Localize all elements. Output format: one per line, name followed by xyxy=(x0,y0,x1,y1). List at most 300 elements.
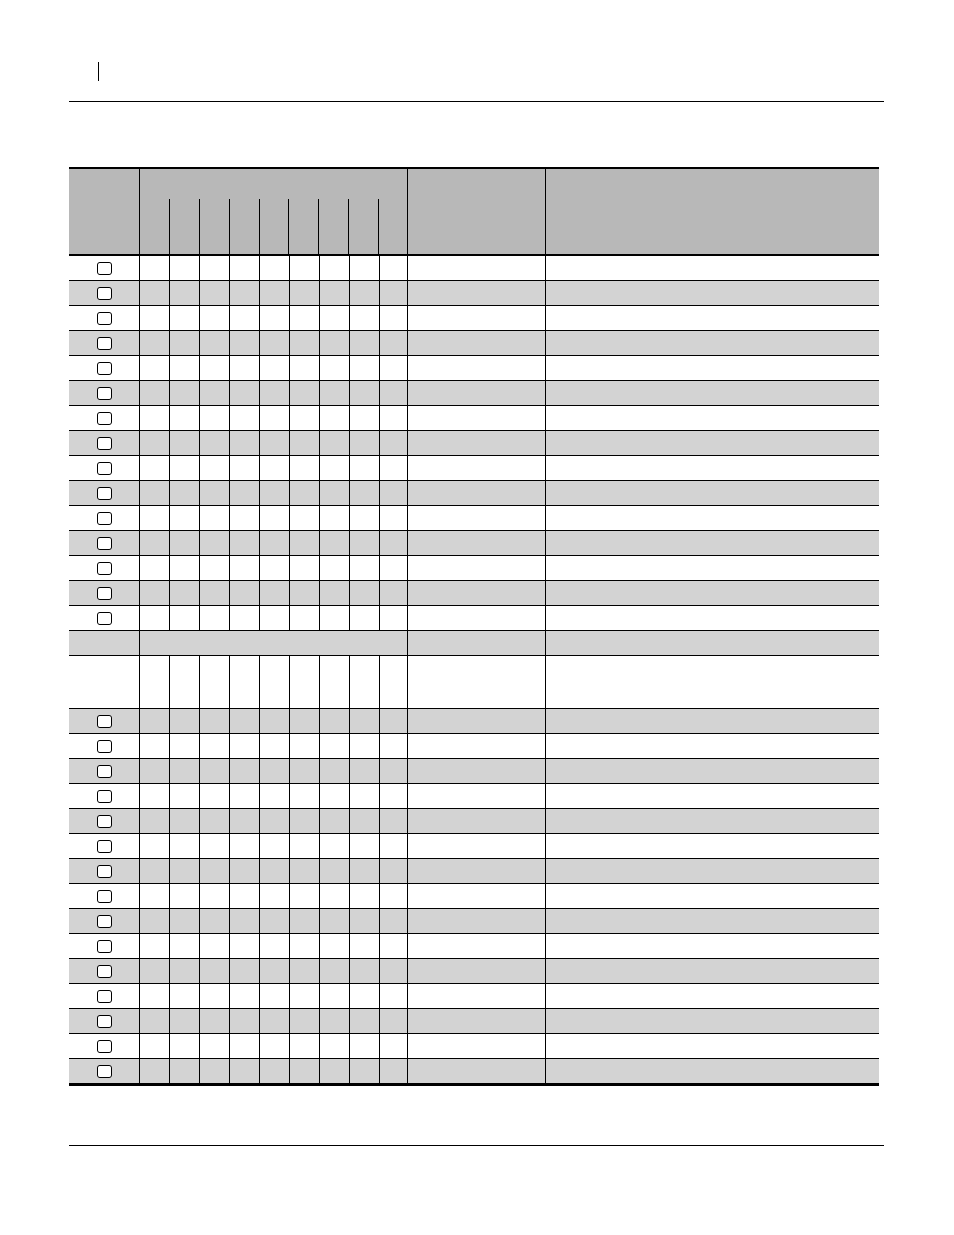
sub-cell-3 xyxy=(200,959,230,983)
sub-cell-7 xyxy=(320,884,350,908)
sub-cell-7 xyxy=(320,606,350,630)
sub-cell-6 xyxy=(290,959,320,983)
sub-cell-5 xyxy=(260,909,290,933)
sub-cell-9 xyxy=(380,281,408,305)
sub-cell-4 xyxy=(230,581,260,605)
sub-cell-8 xyxy=(350,959,380,983)
item-cell[interactable] xyxy=(69,859,140,883)
sub-cell-9 xyxy=(380,784,408,808)
sub-cell-6 xyxy=(290,256,320,280)
sub-cell-6 xyxy=(290,884,320,908)
item-cell[interactable] xyxy=(69,959,140,983)
sub-cell-1 xyxy=(140,784,170,808)
sub-cell-9 xyxy=(380,381,408,405)
sub-cell-2 xyxy=(170,884,200,908)
item-cell[interactable] xyxy=(69,1034,140,1058)
row-checkbox[interactable] xyxy=(97,412,112,425)
sub-cell-6 xyxy=(290,1034,320,1058)
sub-cell-9 xyxy=(380,859,408,883)
sub-cell-8 xyxy=(350,506,380,530)
sub-cell-9 xyxy=(380,406,408,430)
table-row xyxy=(69,281,879,306)
sub-cell-8 xyxy=(350,256,380,280)
table-row xyxy=(69,734,879,759)
sub-cell-2 xyxy=(170,734,200,758)
subheader-item-cell xyxy=(69,656,140,708)
sub-cell-8 xyxy=(350,909,380,933)
table-header-row xyxy=(69,169,879,256)
sub-cell-9 xyxy=(380,456,408,480)
sub-cell-2 xyxy=(170,356,200,380)
sub-cell-6 xyxy=(290,909,320,933)
table-row xyxy=(69,709,879,734)
item-cell[interactable] xyxy=(69,734,140,758)
sub-cell-9 xyxy=(380,959,408,983)
row-checkbox[interactable] xyxy=(97,815,112,828)
sub-cell-8 xyxy=(350,531,380,555)
sub-cell-3 xyxy=(200,984,230,1008)
item-cell[interactable] xyxy=(69,381,140,405)
sub-cell-5 xyxy=(260,759,290,783)
row-checkbox[interactable] xyxy=(97,865,112,878)
item-cell[interactable] xyxy=(69,481,140,505)
sub-cell-4 xyxy=(230,834,260,858)
sub-cell-5 xyxy=(260,784,290,808)
sub-cell-4 xyxy=(230,431,260,455)
subheader-sub-cell-8 xyxy=(350,656,380,708)
column-3-cell xyxy=(408,934,546,958)
sub-cell-9 xyxy=(380,884,408,908)
sub-cell-4 xyxy=(230,331,260,355)
sub-cell-3 xyxy=(200,784,230,808)
sub-cell-4 xyxy=(230,934,260,958)
item-cell[interactable] xyxy=(69,1009,140,1033)
header-sub-column-4 xyxy=(230,169,260,254)
sub-cell-3 xyxy=(200,281,230,305)
sub-cell-4 xyxy=(230,859,260,883)
row-checkbox[interactable] xyxy=(97,612,112,625)
column-4-cell xyxy=(546,859,879,883)
sub-cell-9 xyxy=(380,734,408,758)
sub-cell-6 xyxy=(290,834,320,858)
sub-cell-6 xyxy=(290,606,320,630)
divider-cell-4 xyxy=(546,631,879,655)
sub-cell-3 xyxy=(200,934,230,958)
item-cell[interactable] xyxy=(69,606,140,630)
row-checkbox[interactable] xyxy=(97,587,112,600)
footer-rule xyxy=(69,1145,884,1146)
header-sub-column-3 xyxy=(200,169,230,254)
sub-cell-5 xyxy=(260,606,290,630)
column-4-cell xyxy=(546,834,879,858)
subheader-sub-cell-4 xyxy=(230,656,260,708)
sub-cell-8 xyxy=(350,406,380,430)
sub-cell-9 xyxy=(380,606,408,630)
row-checkbox[interactable] xyxy=(97,1040,112,1053)
sub-cell-2 xyxy=(170,281,200,305)
sub-cell-3 xyxy=(200,859,230,883)
item-cell[interactable] xyxy=(69,809,140,833)
sub-cell-3 xyxy=(200,306,230,330)
sub-cell-3 xyxy=(200,531,230,555)
table-row xyxy=(69,331,879,356)
row-checkbox[interactable] xyxy=(97,487,112,500)
sub-cell-1 xyxy=(140,306,170,330)
sub-cell-5 xyxy=(260,1034,290,1058)
table-row xyxy=(69,909,879,934)
sub-cell-1 xyxy=(140,1059,170,1083)
sub-cell-5 xyxy=(260,381,290,405)
sub-cell-7 xyxy=(320,556,350,580)
sub-cell-5 xyxy=(260,809,290,833)
row-checkbox[interactable] xyxy=(97,1015,112,1028)
item-cell[interactable] xyxy=(69,531,140,555)
sub-cell-2 xyxy=(170,1059,200,1083)
item-cell[interactable] xyxy=(69,431,140,455)
sub-cell-5 xyxy=(260,734,290,758)
row-checkbox[interactable] xyxy=(97,312,112,325)
column-3-cell xyxy=(408,331,546,355)
subheader-sub-cell-9 xyxy=(380,656,408,708)
item-cell[interactable] xyxy=(69,909,140,933)
row-checkbox[interactable] xyxy=(97,915,112,928)
column-4-cell xyxy=(546,306,879,330)
table-row xyxy=(69,356,879,381)
column-3-cell xyxy=(408,959,546,983)
row-checkbox[interactable] xyxy=(97,437,112,450)
sub-cell-4 xyxy=(230,1059,260,1083)
header-column-3 xyxy=(408,169,546,254)
row-checkbox[interactable] xyxy=(97,562,112,575)
header-sub-column-1 xyxy=(140,169,170,254)
sub-cell-8 xyxy=(350,709,380,733)
sub-cell-6 xyxy=(290,381,320,405)
row-checkbox[interactable] xyxy=(97,790,112,803)
sub-cell-6 xyxy=(290,531,320,555)
sub-cell-7 xyxy=(320,859,350,883)
table-row xyxy=(69,884,879,909)
sub-cell-3 xyxy=(200,1034,230,1058)
row-checkbox[interactable] xyxy=(97,262,112,275)
sub-cell-5 xyxy=(260,506,290,530)
sub-cell-3 xyxy=(200,406,230,430)
sub-cell-9 xyxy=(380,984,408,1008)
subheader-column-4-cell xyxy=(546,656,879,708)
sub-cell-9 xyxy=(380,431,408,455)
sub-cell-1 xyxy=(140,734,170,758)
table-row xyxy=(69,481,879,506)
sub-cell-5 xyxy=(260,1059,290,1083)
column-4-cell xyxy=(546,984,879,1008)
sub-cell-9 xyxy=(380,909,408,933)
sub-cell-2 xyxy=(170,431,200,455)
subheader-column-3-cell xyxy=(408,656,546,708)
sub-cell-9 xyxy=(380,531,408,555)
sub-cell-9 xyxy=(380,1059,408,1083)
sub-cell-6 xyxy=(290,306,320,330)
table-row xyxy=(69,406,879,431)
table-row xyxy=(69,1059,879,1084)
sub-cell-4 xyxy=(230,959,260,983)
sub-cell-3 xyxy=(200,809,230,833)
table-row xyxy=(69,1034,879,1059)
sub-cell-6 xyxy=(290,331,320,355)
table-section-1 xyxy=(69,256,879,631)
sub-cell-5 xyxy=(260,556,290,580)
row-checkbox[interactable] xyxy=(97,1065,112,1078)
column-4-cell xyxy=(546,256,879,280)
sub-cell-6 xyxy=(290,734,320,758)
row-checkbox[interactable] xyxy=(97,765,112,778)
sub-cell-2 xyxy=(170,506,200,530)
sub-cell-8 xyxy=(350,581,380,605)
sub-cell-1 xyxy=(140,356,170,380)
table-row xyxy=(69,834,879,859)
sub-cell-9 xyxy=(380,809,408,833)
column-3-cell xyxy=(408,406,546,430)
sub-cell-4 xyxy=(230,1009,260,1033)
column-4-cell xyxy=(546,1009,879,1033)
sub-cell-5 xyxy=(260,884,290,908)
sub-cell-5 xyxy=(260,859,290,883)
column-3-cell xyxy=(408,709,546,733)
sub-cell-5 xyxy=(260,531,290,555)
table-row xyxy=(69,859,879,884)
sub-cell-6 xyxy=(290,984,320,1008)
row-checkbox[interactable] xyxy=(97,940,112,953)
item-cell[interactable] xyxy=(69,759,140,783)
row-checkbox[interactable] xyxy=(97,362,112,375)
item-cell[interactable] xyxy=(69,984,140,1008)
sub-cell-9 xyxy=(380,759,408,783)
sub-cell-8 xyxy=(350,1034,380,1058)
sub-cell-3 xyxy=(200,709,230,733)
header-sub-column-group xyxy=(140,169,408,254)
sub-cell-7 xyxy=(320,406,350,430)
sub-cell-1 xyxy=(140,281,170,305)
column-3-cell xyxy=(408,431,546,455)
row-checkbox[interactable] xyxy=(97,337,112,350)
column-4-cell xyxy=(546,884,879,908)
sub-cell-9 xyxy=(380,934,408,958)
row-checkbox[interactable] xyxy=(97,715,112,728)
item-cell[interactable] xyxy=(69,834,140,858)
row-checkbox[interactable] xyxy=(97,890,112,903)
sub-cell-4 xyxy=(230,784,260,808)
row-checkbox[interactable] xyxy=(97,512,112,525)
table-row xyxy=(69,506,879,531)
item-cell[interactable] xyxy=(69,884,140,908)
item-cell[interactable] xyxy=(69,581,140,605)
sub-cell-3 xyxy=(200,256,230,280)
sub-cell-5 xyxy=(260,281,290,305)
sub-cell-7 xyxy=(320,456,350,480)
column-3-cell xyxy=(408,256,546,280)
sub-cell-5 xyxy=(260,406,290,430)
header-sub-column-2 xyxy=(170,169,200,254)
sub-cell-8 xyxy=(350,381,380,405)
sub-cell-1 xyxy=(140,606,170,630)
sub-cell-2 xyxy=(170,331,200,355)
sub-cell-3 xyxy=(200,1059,230,1083)
sub-cell-7 xyxy=(320,531,350,555)
sub-cell-8 xyxy=(350,934,380,958)
sub-cell-1 xyxy=(140,959,170,983)
sub-cell-8 xyxy=(350,431,380,455)
header-column-4 xyxy=(546,169,879,254)
sub-cell-5 xyxy=(260,331,290,355)
item-cell[interactable] xyxy=(69,556,140,580)
sub-cell-5 xyxy=(260,1009,290,1033)
column-4-cell xyxy=(546,784,879,808)
sub-cell-1 xyxy=(140,381,170,405)
sub-cell-4 xyxy=(230,281,260,305)
sub-cell-9 xyxy=(380,1034,408,1058)
sub-cell-4 xyxy=(230,884,260,908)
sub-cell-6 xyxy=(290,456,320,480)
sub-cell-2 xyxy=(170,984,200,1008)
sub-cell-8 xyxy=(350,481,380,505)
sub-cell-5 xyxy=(260,709,290,733)
sub-cell-4 xyxy=(230,909,260,933)
row-checkbox[interactable] xyxy=(97,740,112,753)
sub-cell-8 xyxy=(350,281,380,305)
sub-cell-7 xyxy=(320,431,350,455)
table-row xyxy=(69,784,879,809)
row-checkbox[interactable] xyxy=(97,990,112,1003)
sub-cell-3 xyxy=(200,356,230,380)
item-cell[interactable] xyxy=(69,356,140,380)
column-3-cell xyxy=(408,456,546,480)
sub-cell-5 xyxy=(260,834,290,858)
sub-cell-2 xyxy=(170,1034,200,1058)
sub-cell-3 xyxy=(200,456,230,480)
column-4-cell xyxy=(546,606,879,630)
sub-cell-1 xyxy=(140,506,170,530)
sub-cell-8 xyxy=(350,834,380,858)
row-checkbox[interactable] xyxy=(97,537,112,550)
sub-cell-1 xyxy=(140,809,170,833)
row-checkbox[interactable] xyxy=(97,387,112,400)
item-cell[interactable] xyxy=(69,406,140,430)
sub-cell-7 xyxy=(320,356,350,380)
column-4-cell xyxy=(546,809,879,833)
table-row xyxy=(69,431,879,456)
row-checkbox[interactable] xyxy=(97,965,112,978)
item-cell[interactable] xyxy=(69,506,140,530)
sub-cell-3 xyxy=(200,331,230,355)
sub-cell-5 xyxy=(260,456,290,480)
sub-cell-3 xyxy=(200,734,230,758)
sub-cell-3 xyxy=(200,581,230,605)
subheader-sub-cell-3 xyxy=(200,656,230,708)
item-cell[interactable] xyxy=(69,1059,140,1083)
sub-cell-1 xyxy=(140,884,170,908)
sub-cell-1 xyxy=(140,581,170,605)
sub-cell-4 xyxy=(230,556,260,580)
column-3-cell xyxy=(408,809,546,833)
table-row xyxy=(69,381,879,406)
column-4-cell xyxy=(546,331,879,355)
column-4-cell xyxy=(546,581,879,605)
sub-cell-8 xyxy=(350,306,380,330)
item-cell[interactable] xyxy=(69,331,140,355)
sub-cell-7 xyxy=(320,909,350,933)
sub-cell-6 xyxy=(290,859,320,883)
checklist-table xyxy=(69,167,879,1086)
header-sub-column-5 xyxy=(260,169,290,254)
sub-cell-7 xyxy=(320,759,350,783)
sub-cell-5 xyxy=(260,481,290,505)
sub-cell-9 xyxy=(380,356,408,380)
sub-cell-1 xyxy=(140,759,170,783)
header-sub-column-9 xyxy=(379,169,407,254)
subheader-sub-cell-7 xyxy=(320,656,350,708)
sub-cell-2 xyxy=(170,959,200,983)
table-row xyxy=(69,1009,879,1034)
sub-cell-4 xyxy=(230,734,260,758)
item-cell[interactable] xyxy=(69,281,140,305)
sub-cell-9 xyxy=(380,306,408,330)
sub-cell-1 xyxy=(140,256,170,280)
row-checkbox[interactable] xyxy=(97,287,112,300)
sub-cell-8 xyxy=(350,356,380,380)
column-4-cell xyxy=(546,556,879,580)
sub-cell-4 xyxy=(230,356,260,380)
table-row xyxy=(69,531,879,556)
sub-cell-7 xyxy=(320,481,350,505)
item-cell[interactable] xyxy=(69,306,140,330)
sub-cell-6 xyxy=(290,934,320,958)
sub-cell-3 xyxy=(200,481,230,505)
sub-cell-7 xyxy=(320,959,350,983)
sub-cell-8 xyxy=(350,984,380,1008)
column-4-cell xyxy=(546,759,879,783)
header-vertical-bar xyxy=(98,62,99,81)
sub-cell-2 xyxy=(170,306,200,330)
item-cell[interactable] xyxy=(69,256,140,280)
sub-cell-2 xyxy=(170,481,200,505)
sub-cell-5 xyxy=(260,959,290,983)
sub-cell-2 xyxy=(170,809,200,833)
row-checkbox[interactable] xyxy=(97,840,112,853)
sub-cell-9 xyxy=(380,834,408,858)
subheader-sub-cell-1 xyxy=(140,656,170,708)
section-subheader-row xyxy=(69,656,879,709)
item-cell[interactable] xyxy=(69,934,140,958)
sub-cell-1 xyxy=(140,456,170,480)
sub-cell-2 xyxy=(170,784,200,808)
sub-cell-7 xyxy=(320,1034,350,1058)
sub-cell-6 xyxy=(290,1009,320,1033)
column-3-cell xyxy=(408,884,546,908)
sub-cell-2 xyxy=(170,456,200,480)
item-cell[interactable] xyxy=(69,709,140,733)
column-3-cell xyxy=(408,381,546,405)
column-3-cell xyxy=(408,784,546,808)
column-4-cell xyxy=(546,406,879,430)
column-4-cell xyxy=(546,909,879,933)
table-row xyxy=(69,556,879,581)
sub-cell-7 xyxy=(320,734,350,758)
header-sub-column-7 xyxy=(319,169,349,254)
item-cell[interactable] xyxy=(69,784,140,808)
sub-cell-7 xyxy=(320,306,350,330)
sub-cell-7 xyxy=(320,1059,350,1083)
row-checkbox[interactable] xyxy=(97,462,112,475)
table-row xyxy=(69,606,879,631)
item-cell[interactable] xyxy=(69,456,140,480)
